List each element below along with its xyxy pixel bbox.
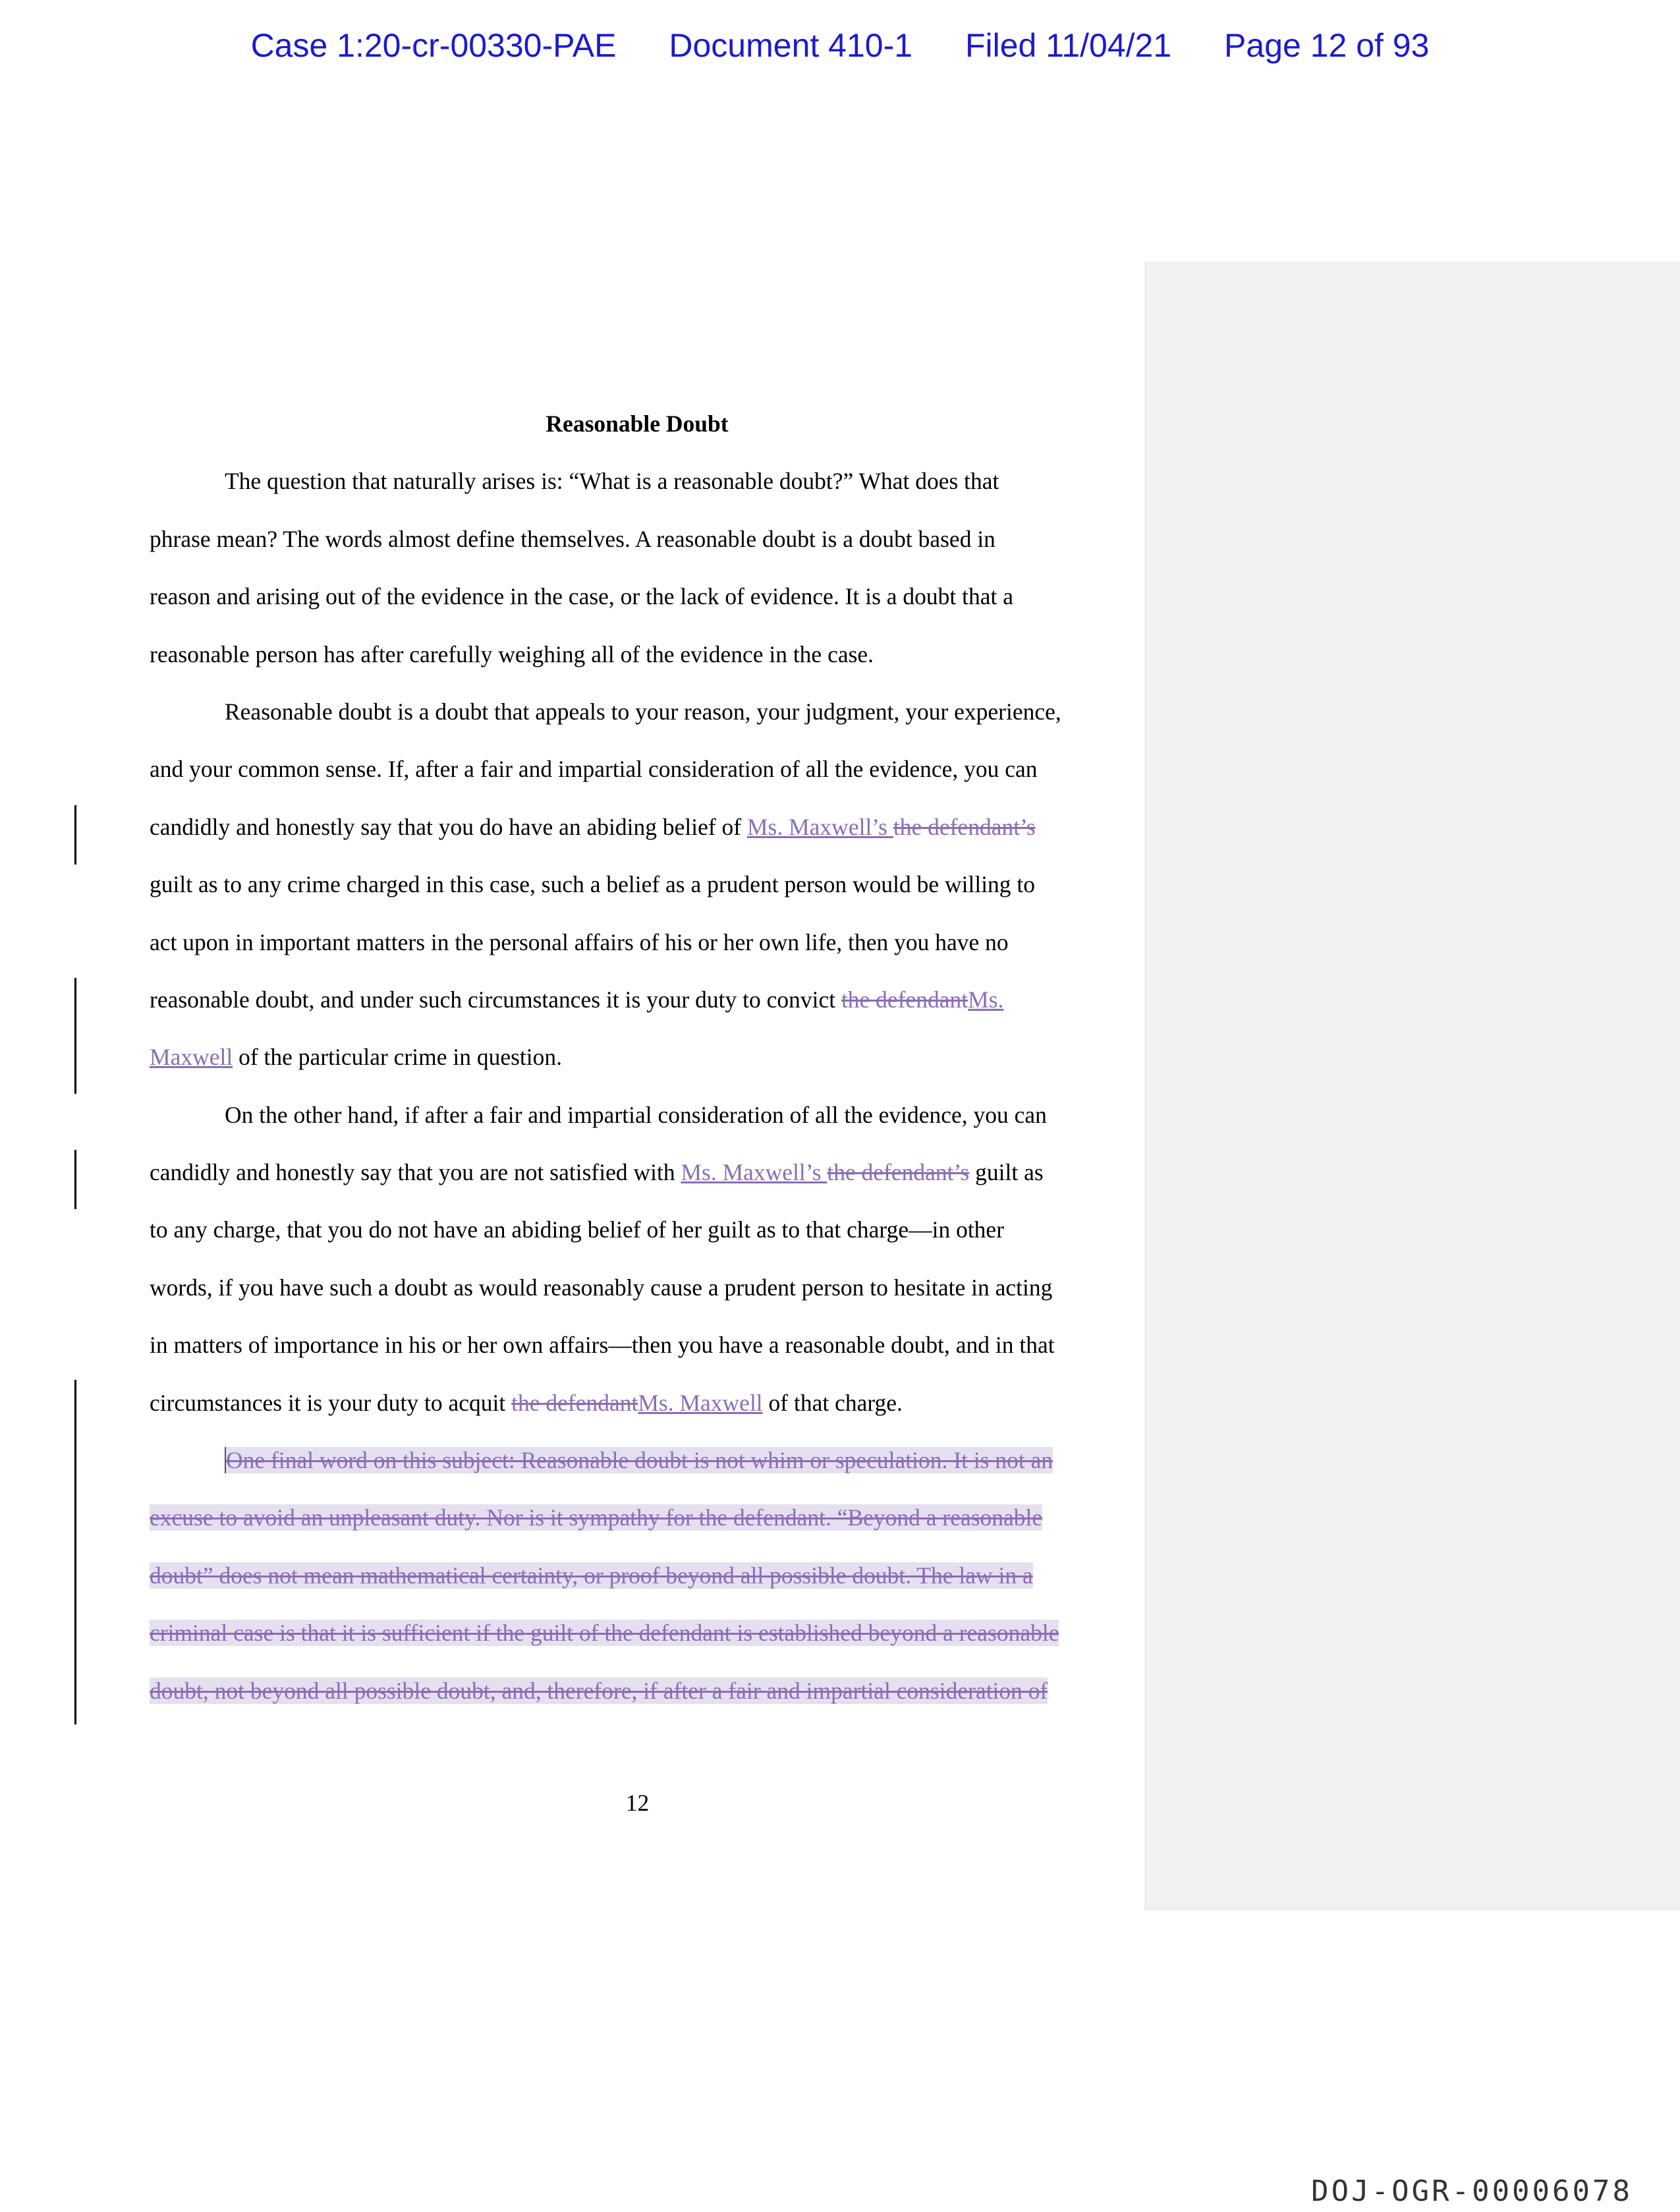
text-line [150,1662,1138,1720]
page-indicator: Page 12 of 93 [1224,27,1430,64]
text-line: and your common sense. If, after a fair and impartial consideration of all the evidence, you can [150,756,1038,783]
text-line: The question that naturally arises is: “What is a reasonable doubt?” What does that [225,468,999,495]
text-line [150,1432,1138,1489]
section-heading: Reasonable Doubt [546,411,729,437]
text-run: circumstances it is your duty to acquit [150,1389,512,1416]
text-line: On the other hand, if after a fair and impartial consideration of all the evidence, you can [225,1101,1047,1128]
text-line: words, if you have such a doubt as would reasonably cause a prudent person to hesitate in acting [150,1274,1053,1301]
deleted-text: doubt, not beyond all possible doubt, and, therefore, if after a fair and impartial consideration of [150,1677,1048,1704]
text-run: reasonable doubt, and under such circumstances it is your duty to convict [150,986,841,1013]
text-line [150,1144,1138,1201]
paragraph-4-deleted [150,1432,1138,1720]
text-line [150,1547,1138,1604]
paragraph-2 [150,683,1138,1087]
text-line [150,1375,1138,1432]
text-line: guilt as to any crime charged in this case, such a belief as a prudent person would be willing to [150,871,1036,898]
text-line: act upon in important matters in the personal affairs of his or her own life, then you have no [150,928,1009,955]
page-number: 12 [625,1790,650,1816]
change-bar [74,805,76,865]
change-bar [74,1380,76,1724]
deleted-text: the defendant [841,986,968,1013]
text-line [150,1029,1138,1086]
deleted-text: the defendant [511,1389,638,1416]
inserted-text: Ms. [968,986,1004,1013]
text-run: of the particular crime in question. [233,1044,562,1071]
paragraph-3 [150,1087,1138,1432]
inserted-text: Ms. Maxwell [638,1389,763,1416]
text-line: in matters of importance in his or her own affairs—then you have a reasonable doubt, and in that [150,1332,1055,1359]
case-number: Case 1:20-cr-00330-PAE [250,27,617,64]
document-body [150,395,1138,1720]
paragraph-1 [150,453,1138,683]
text-line [150,799,1138,856]
deleted-text: criminal case is that it is sufficient if the guilt of the defendant is established beyond a reasonable [150,1620,1059,1647]
text-line: Reasonable doubt is a doubt that appeals to your reason, your judgment, your experience, [225,698,1061,725]
change-bar [74,978,76,1094]
text-line: phrase mean? The words almost define themselves. A reasonable doubt is a doubt based in [150,525,995,552]
text-run: candidly and honestly say that you do have an abiding belief of [150,813,747,840]
filed-date: Filed 11/04/21 [965,27,1172,64]
comment-pane [1144,262,1680,1911]
deleted-text: the defendant’s [827,1159,970,1186]
text-line [150,971,1138,1029]
text-line: reason and arising out of the evidence in the case, or the lack of evidence. It is a doubt that a [150,583,1014,610]
document-number: Document 410-1 [669,27,913,64]
text-run: of that charge. [762,1389,903,1416]
text-run: guilt as [969,1159,1044,1186]
change-bar [74,1150,76,1209]
inserted-text: Maxwell [150,1044,233,1071]
bates-number: DOJ-OGR-00006078 [1311,2174,1633,2208]
text-run: candidly and honestly say that you are not satisfied with [150,1159,681,1186]
inserted-text: Ms. Maxwell’s [681,1159,827,1186]
deleted-text: One final word on this subject: Reasonable doubt is not whim or speculation. It is not an [226,1447,1053,1474]
filing-header [0,26,1680,65]
deleted-text: excuse to avoid an unpleasant duty. Nor is it sympathy for the defendant. “Beyond a reasonable [150,1504,1043,1531]
text-line: to any charge, that you do not have an abiding belief of her guilt as to that charge—in other [150,1216,1005,1243]
text-line [150,1604,1138,1662]
deleted-text: doubt” does not mean mathematical certainty, or proof beyond all possible doubt. The law in a [150,1562,1033,1589]
inserted-text: Ms. Maxwell’s [746,813,893,840]
text-line: reasonable person has after carefully weighing all of the evidence in the case. [150,640,874,667]
text-line [150,1489,1138,1546]
deleted-text: the defendant’s [893,813,1036,840]
